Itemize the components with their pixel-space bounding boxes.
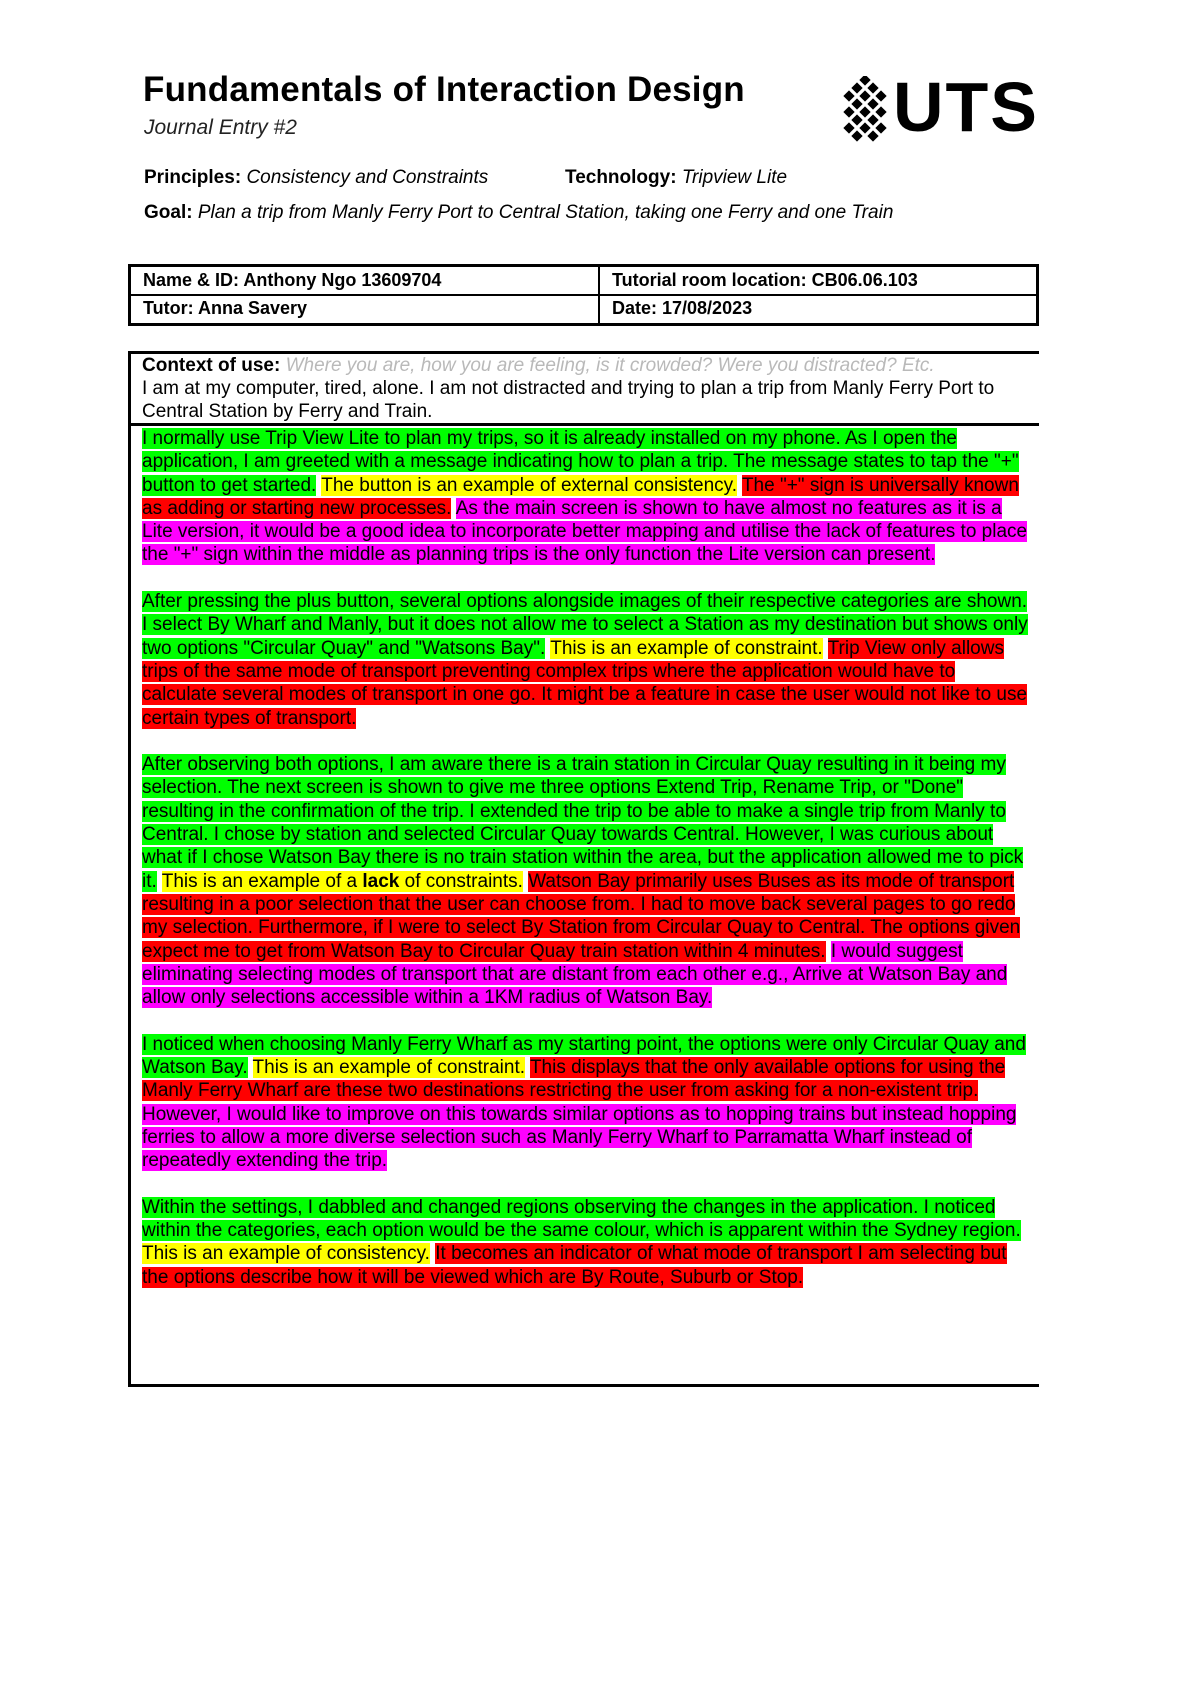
journal-entry-subtitle: Journal Entry #2 [144, 116, 297, 139]
observation-text: I noticed when choosing Manly Ferry Wharf as my starting point, the options were only Circular Quay and Watson Bay. [142, 1033, 1026, 1079]
observation-text: Within the settings, I dabbled and changed regions observing the changes in the application. I noticed within the categories, each option would be the same colour, which is apparent within the Sydney region. [142, 1196, 1021, 1242]
date-cell: Date: 17/08/2023 [612, 298, 753, 318]
principle-text [162, 871, 523, 892]
principle-text: This is an example of consistency. [142, 1243, 430, 1265]
goal-line [144, 202, 893, 224]
journal-box [128, 351, 1039, 1387]
technology-value: Tripview Lite [681, 167, 788, 188]
explanation-text: The "+" sign is universally known as adding or starting new processes. [142, 474, 1019, 519]
observation-text: After observing both options, I am aware there is a train station in Circular Quay resulting in it being my selection. The next screen is shown to give me three options Extend Trip, Rename Trip, or "Done" resulting in the confirmation of the trip. I extended the trip to be able to make a single trip from Manly to Central. I chose by station and selected Circular Quay towards Central. However, I was curious about what if I chose Watson Bay there is no train station within the area, but the application allowed me to pick it. [142, 754, 1024, 892]
journal-paragraph [142, 1033, 1032, 1173]
explanation-text: Watson Bay primarily uses Buses as its mode of transport resulting in a poor selection that the user can choose from. I had to move back several pages to go redo my selection. Furthermore, if I were to select By Station from Circular Quay to Central. The options given expect me to get from Watson Bay to Circular Quay train station within 4 minutes. [142, 870, 1021, 962]
context-text: I am at my computer, tired, alone. I am not distracted and trying to plan a trip from Manly Ferry Port to Central Station by Ferry and Train. [142, 378, 995, 422]
student-info-table [128, 264, 1039, 326]
principle-text: This is an example of constraint. [252, 1057, 526, 1079]
technology-line [565, 167, 787, 189]
observation-text: I normally use Trip View Lite to plan my trips, so it is already installed on my phone. As I open the application, I am greeted with a message indicating how to plan a trip. The message states to tap the "+" button to get started. [142, 428, 1019, 496]
observation-text: After pressing the plus button, several options alongside images of their respective categories are shown. I select By Wharf and Manly, but it does not allow me to select a Station as my destination but shows only two options "Circular Quay" and "Watsons Bay". [142, 591, 1028, 659]
journal-paragraph [142, 590, 1032, 730]
journal-paragraph [142, 427, 1032, 567]
principles-value: Consistency and Constraints [246, 167, 489, 188]
uts-logo [843, 68, 1039, 148]
principle-emphasis: lack [362, 870, 400, 892]
principle-text: This is an example of constraint. [550, 637, 823, 659]
goal-label: Goal: [144, 202, 193, 223]
context-of-use [142, 354, 1022, 423]
journal-paragraph [142, 1196, 1032, 1289]
tutorial-room-cell: Tutorial room location: CB06.06.103 [612, 270, 918, 290]
principles-line [144, 167, 488, 189]
principle-text-before: This is an example of a [161, 870, 358, 892]
uts-crest-icon [843, 76, 887, 148]
goal-value: Plan a trip from Manly Ferry Port to Central Station, taking one Ferry and one Train [197, 202, 894, 223]
principles-label: Principles: [144, 167, 242, 188]
explanation-text: Trip View only allows trips of the same mode of transport preventing complex trips where the application would have to calculate several modes of transport in one go. It might be a feature in case the user would not like to use certain types of transport. [142, 637, 1028, 729]
name-id-cell: Name & ID: Anthony Ngo 13609704 [143, 270, 442, 290]
journal-entries [142, 427, 1032, 1312]
explanation-text: It becomes an indicator of what mode of transport I am selecting but the options describe how it will be viewed which are By Route, Suburb or Stop. [142, 1243, 1007, 1288]
context-label: Context of use: [142, 355, 281, 376]
principle-text: The button is an example of external consistency. [321, 474, 737, 496]
suggestion-text: However, I would like to improve on this towards similar options as to hopping trains but instead hopping ferries to allow a more diverse selection such as Manly Ferry Wharf to Parramatta Wharf instead of repeatedly extending the trip. [142, 1103, 1017, 1172]
journal-paragraph [142, 753, 1032, 1009]
context-hint: Where you are, how you are feeling, is it crowded? Were you distracted? Etc. [285, 355, 935, 376]
technology-label: Technology: [565, 167, 677, 188]
uts-logo-text: UTS [893, 68, 1039, 146]
explanation-text: This displays that the only available options for using the Manly Ferry Wharf are these two destinations restricting the user from asking for a non-existent trip. [142, 1057, 1006, 1102]
tutor-cell: Tutor: Anna Savery [143, 298, 308, 318]
suggestion-text: I would suggest eliminating selecting modes of transport that are distant from each other e.g., Arrive at Watson Bay and allow only selections accessible within a 1KM radius of Watson Bay. [142, 940, 1008, 1009]
suggestion-text: As the main screen is shown to have almost no features as it is a Lite version, it would be a good idea to incorporate better mapping and utilise the lack of features to place the "+" sign within the middle as planning trips is the only function the Lite version can present. [142, 497, 1028, 566]
principle-text-after: of constraints. [404, 870, 523, 892]
page-title: Fundamentals of Interaction Design [143, 70, 745, 109]
